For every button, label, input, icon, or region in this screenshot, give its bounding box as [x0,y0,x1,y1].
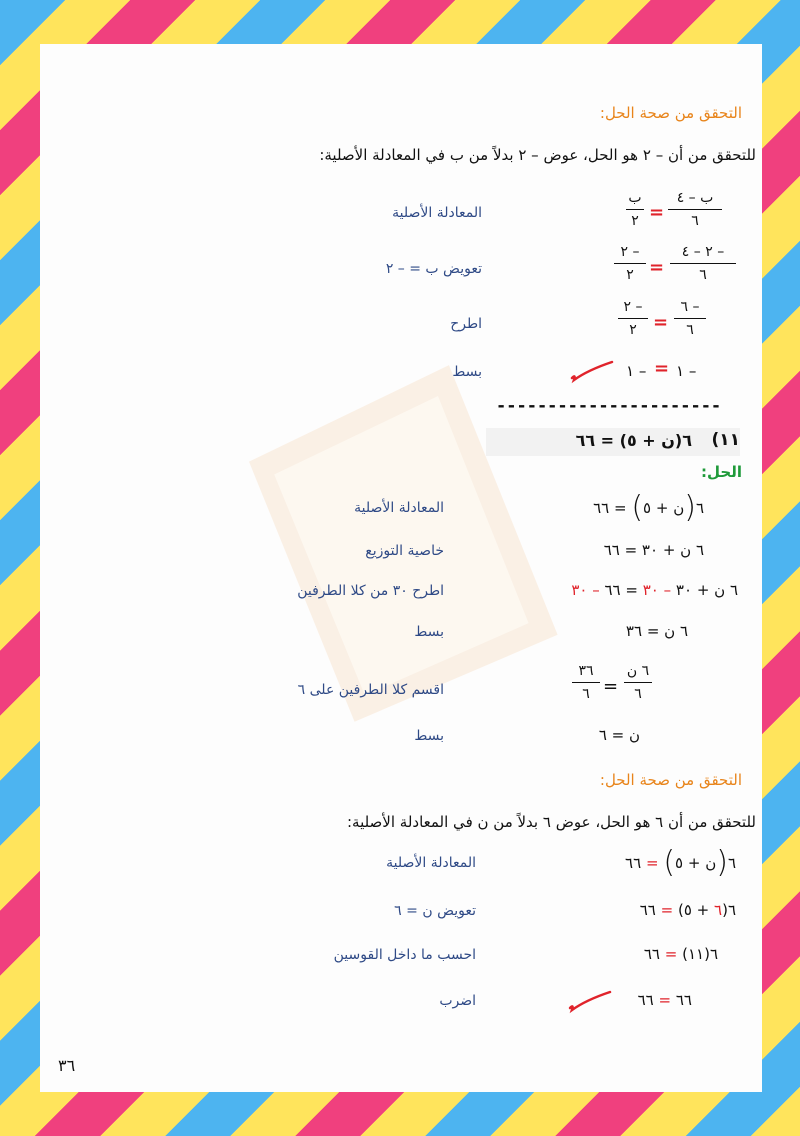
check-mark-icon [566,988,614,1014]
check-mark-icon [568,358,616,384]
problem-number: ١١) [711,430,740,450]
fraction: – ٢ ٢ [618,299,648,338]
step-label: احسب ما داخل القوسين [333,947,476,963]
equals-sign: = [649,257,665,278]
equals-sign: = [649,202,665,223]
separator: ---------------------- [496,396,722,416]
expression: ٦ ن + ٣٠ = ٦٦ [603,541,704,559]
expression: – ١ [626,362,647,380]
fraction: ب ٢ [626,190,644,229]
expression: ٦ ن = ٣٦ [625,622,688,640]
solution-heading: الحل: [701,463,742,481]
equals-sign: = [653,312,669,333]
verify-intro-1: للتحقق من أن – ٢ هو الحل، عوض – ٢ بدلاً من ب في المعادلة الأصلية: [319,146,756,164]
expression: ٦(٦ + ٥) = ٦٦ [639,901,736,919]
equals-sign: = [654,358,670,379]
expression: ٦(ن + ٥) = ٦٦ [625,845,736,880]
fraction: – ٢ ٢ [614,244,646,283]
step-label: بسط [452,364,482,380]
step-label: المعادلة الأصلية [386,855,476,871]
verify-heading-1: التحقق من صحة الحل: [599,104,742,122]
problem-statement: ٦(ن + ٥) = ٦٦ [575,431,692,450]
step-label: المعادلة الأصلية [392,205,482,221]
step-label: اطرح [450,316,482,332]
step-label: خاصية التوزيع [365,543,444,559]
expression: – ١ [676,362,697,380]
fraction: ب – ٤ ٦ [668,190,722,229]
step-label: اقسم كلا الطرفين على ٦ [297,682,444,698]
equals-sign: = [603,676,619,697]
step-label: بسط [414,728,444,744]
step-label: بسط [414,624,444,640]
step-label: اضرب [439,993,476,1009]
expression: ن = ٦ [598,726,640,744]
step-label: تعويض ب = – ٢ [385,261,482,277]
expression: ٦(١١) = ٦٦ [643,945,718,963]
expression: ٦٦ = ٦٦ [637,991,692,1009]
verify-intro-2: للتحقق من أن ٦ هو الحل، عوض ٦ بدلاً من ن في المعادلة الأصلية: [346,813,756,831]
fraction: – ٦ ٦ [674,299,706,338]
page-number: ٣٦ [58,1056,76,1075]
fraction: – ٢ – ٤ ٦ [670,244,736,283]
fraction: ٣٦ ٦ [572,663,600,702]
fraction: ٦ ن ٦ [624,663,652,702]
verify-heading-2: التحقق من صحة الحل: [599,771,742,789]
expression: ٦(ن + ٥) = ٦٦ [593,490,704,525]
step-label: المعادلة الأصلية [354,500,444,516]
step-label: تعويض ن = ٦ [394,903,476,919]
expression: ٦ ن + ٣٠ – ٣٠ = ٦٦ – ٣٠ [571,581,738,599]
step-label: اطرح ٣٠ من كلا الطرفين [297,583,444,599]
